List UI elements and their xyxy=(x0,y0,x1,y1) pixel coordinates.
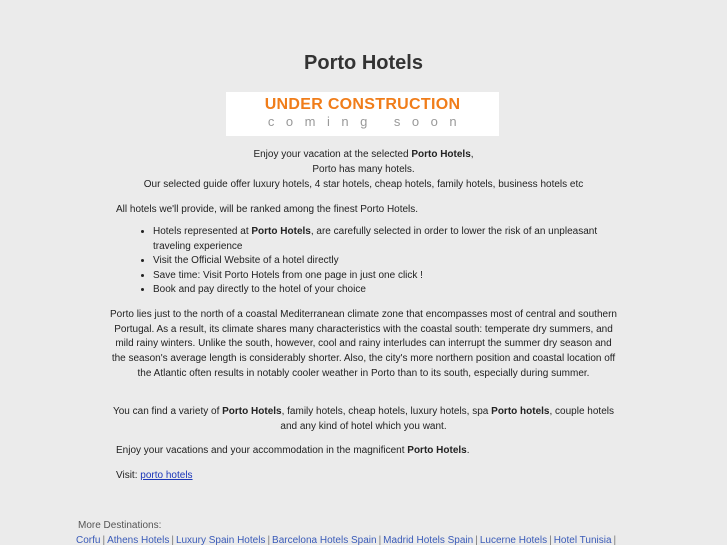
variety-bold-2: Porto hotels xyxy=(491,406,550,417)
visit-label: Visit: xyxy=(116,470,141,481)
visit-line xyxy=(116,469,193,483)
destination-link-madrid-hotels-spain[interactable]: Madrid Hotels Spain xyxy=(383,535,474,545)
list-item: • Book and pay directly to the hotel of your choice xyxy=(153,283,633,298)
destination-link-barcelona-hotels-spain[interactable]: Barcelona Hotels Spain xyxy=(272,535,377,545)
enjoy-suffix: . xyxy=(466,445,470,456)
list-item: • Save time: Visit Porto Hotels from one page in just one click ! xyxy=(153,269,633,284)
intro-line-2: Porto has many hotels. xyxy=(312,164,415,175)
enjoy-prefix: Enjoy your vacations and your accommodation in the magnificent xyxy=(116,445,408,456)
bullet-1-suffix: , are carefully selected in order to lower the risk of an unpleasant traveling experience xyxy=(153,226,598,252)
intro-line-1-prefix: Enjoy your vacation at the selected xyxy=(253,149,412,160)
destination-link-luxury-spain-hotels[interactable]: Luxury Spain Hotels xyxy=(175,535,266,545)
intro-line-3: Our selected guide offer luxury hotels, 4 star hotels, cheap hotels, family hotels, business hotels etc xyxy=(143,179,584,190)
variety-paragraph xyxy=(110,405,617,434)
variety-bold-1: Porto Hotels xyxy=(222,406,282,417)
enjoy-text xyxy=(116,444,470,458)
destination-link-lucerne-hotels[interactable]: Lucerne Hotels xyxy=(479,535,548,545)
list-item xyxy=(153,225,633,254)
features-list xyxy=(135,225,633,298)
under-construction-banner xyxy=(226,92,499,136)
separator: | xyxy=(102,535,106,545)
separator: | xyxy=(549,535,552,545)
separator: | xyxy=(267,535,271,545)
enjoy-bold: Porto Hotels xyxy=(407,445,467,456)
rank-text: All hotels we'll provide, will be ranked among the finest Porto Hotels. xyxy=(116,204,419,215)
list-item: • Visit the Official Website of a hotel directly xyxy=(153,254,633,269)
bullet-1-bold: Porto Hotels xyxy=(251,226,311,237)
banner-sub-text: coming soon xyxy=(267,114,469,129)
intro-line-1-bold: Porto Hotels xyxy=(411,149,471,160)
destination-link-athens-hotels[interactable]: Athens Hotels xyxy=(107,535,170,545)
climate-paragraph: Porto lies just to the north of a coastal Mediterranean climate zone that encompasses most of central and southern Portugal. As a result, its climate shares many characteristics with the coastal south: temperate dry summers, and mild rainy winters. Unlike the south, however, cool and rainy interludes can interrupt the summer dry season and the season's average length is considerably shorter. Also, the city's more northern position and coastal location off the Atlantic often results in notably cooler weather in Porto than to its south, especially during summer. xyxy=(110,309,617,379)
variety-suffix: , couple hotels and any kind of hotel which you want. xyxy=(280,406,614,432)
destination-link-hotel-tunisia[interactable]: Hotel Tunisia xyxy=(553,535,612,545)
separator: | xyxy=(613,535,617,545)
destination-link-corfu[interactable]: Corfu xyxy=(76,535,101,545)
separator: | xyxy=(378,535,382,545)
porto-hotels-link[interactable]: porto hotels xyxy=(140,470,193,481)
intro-line-1 xyxy=(0,147,727,162)
variety-prefix: You can find a variety of xyxy=(112,406,223,417)
destinations-list xyxy=(76,535,618,545)
intro-block xyxy=(0,147,727,192)
page-title: Porto Hotels xyxy=(304,52,423,74)
bullet-1-prefix: Hotels represented at xyxy=(153,226,252,237)
more-destinations-title: More Destinations: xyxy=(78,520,162,531)
variety-middle: , family hotels, cheap hotels, luxury hotels, spa xyxy=(281,406,492,417)
separator: | xyxy=(475,535,478,545)
separator: | xyxy=(171,535,174,545)
intro-line-1-suffix: , xyxy=(470,149,474,160)
banner-main-text: UNDER CONSTRUCTION xyxy=(264,96,461,113)
